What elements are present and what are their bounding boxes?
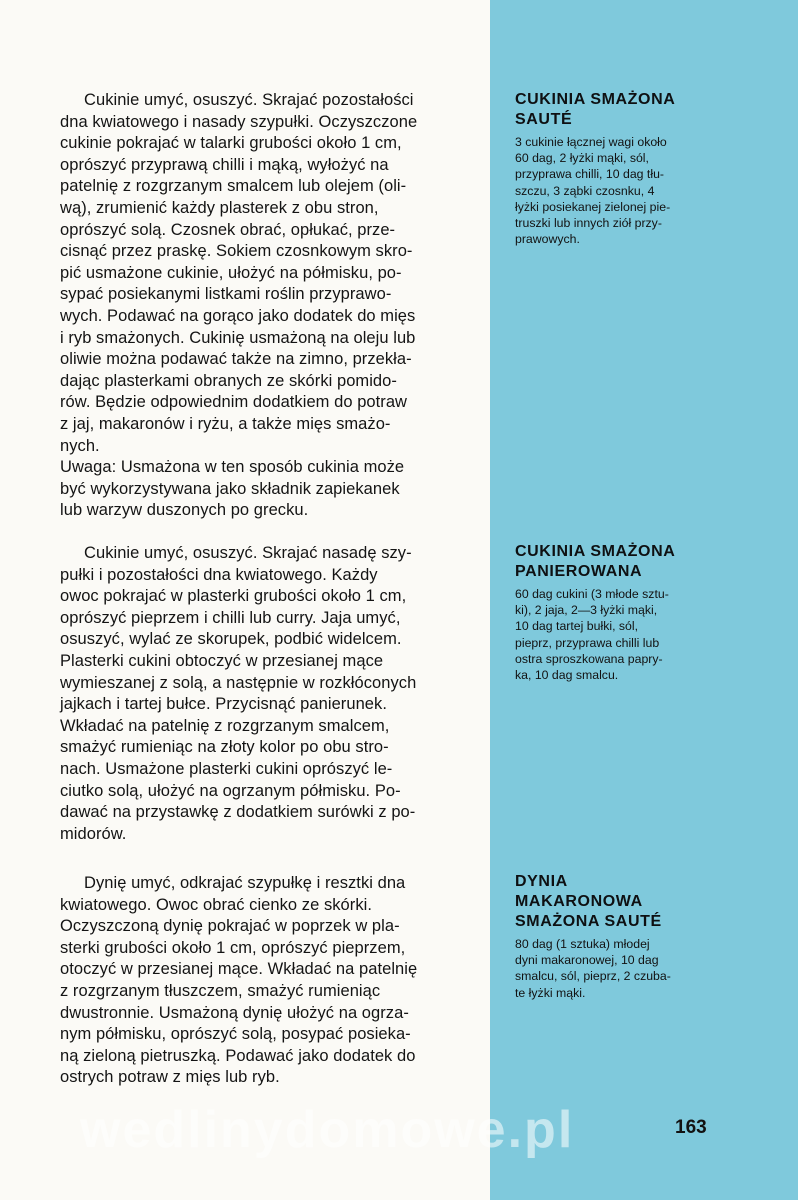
recipe-2-title: CUKINIA SMAŻONA PANIEROWANA bbox=[515, 543, 676, 580]
recipe-2-ingredients: 60 dag cukini (3 młode sztu- ki), 2 jaja, 2—3 łyżki mąki, 10 dag tartej bułki, sól, pieprz, przyprawa chilli lub ostra sproszkowana papry- ka, 10 dag smalcu. bbox=[515, 587, 669, 683]
page-number: 163 bbox=[675, 1117, 707, 1138]
recipe-2-sidebar bbox=[515, 542, 790, 683]
recipe-3-title: DYNIA MAKARONOWA SMAŻONA SAUTÉ bbox=[515, 873, 662, 930]
watermark: wedlinydomowe.pl bbox=[80, 1101, 575, 1159]
recipe-1-instructions: Cukinie umyć, osuszyć. Skrajać pozostałości dna kwiatowego i nasady szypułki. Oczyszczone cukinie pokrajać w talarki grubości około 1 cm, oprószyć przyprawą chilli i mąką, wyłożyć na patelnię z rozgrzanym smalcem lub olejem (oli- wą), zrumienić każdy plasterek z obu stron, oprószyć solą. Czosnek obrać, opłukać, prze- cisnąć przez praskę. Sokiem czosnkowym skro- pić usmażone cukinie, ułożyć na półmisku, po- sypać posiekanymi listkami roślin przyprawo- wych. Podawać na gorąco jako dodatek do mięs i ryb smażonych. Cukinię usmażoną na oleju lub oliwie można podawać także na zimno, przekła- dając plasterkami obranych ze skórki pomido- rów. Będzie odpowiednim dodatkiem do potraw z jaj, makaronów i ryżu, a także mięs smażo- nych. Uwaga: Usmażona w ten sposób cukinia może być wykorzystywana jako składnik zapiekanek lub warzyw duszonych po grecku. bbox=[60, 91, 418, 520]
recipe-3-instructions: Dynię umyć, odkrajać szypułkę i resztki dna kwiatowego. Owoc obrać cienko ze skórki. Oczyszczoną dynię pokrajać w poprzek w pla- sterki grubości około 1 cm, oprószyć pieprzem, otoczyć w przesianej mące. Wkładać na patelnię z rozgrzanym tłuszczem, smażyć rumieniąc dwustronnie. Usmażoną dynię ułożyć na ogrza- nym półmisku, oprószyć solą, posypać posieka- ną zieloną pietruszką. Podawać jako dodatek do ostrych potraw z mięs lub ryb. bbox=[60, 874, 418, 1087]
recipe-3-sidebar bbox=[515, 872, 790, 1001]
recipe-1-ingredients: 3 cukinie łącznej wagi około 60 dag, 2 łyżki mąki, sól, przyprawa chilli, 10 dag tłu- szczu, 3 ząbki czosnku, 4 łyżki posiekanej zielonej pie- truszki lub innych ziół przy- prawowych. bbox=[515, 135, 671, 247]
recipe-1-sidebar bbox=[515, 90, 790, 247]
recipe-1-title: CUKINIA SMAŻONA SAUTÉ bbox=[515, 91, 676, 128]
recipe-3-ingredients: 80 dag (1 sztuka) młodej dyni makaronowej, 10 dag smalcu, sól, pieprz, 2 czuba- te łyżki mąki. bbox=[515, 937, 671, 1000]
recipe-2-instructions: Cukinie umyć, osuszyć. Skrajać nasadę szy- pułki i pozostałości dna kwiatowego. Każdy owoc pokrajać w plasterki grubości około 1 cm, oprószyć pieprzem i chilli lub curry. Jaja umyć, osuszyć, wylać ze skorupek, podbić widelcem. Plasterki cukini obtoczyć w przesianej mące wymieszanej z solą, a następnie w rozkłóconych jajkach i tartej bułce. Przycisnąć panierunek. Wkładać na patelnię z rozgrzanym smalcem, smażyć rumieniąc na złoty kolor po obu stro- nach. Usmażone plasterki cukini oprószyć le- ciutko solą, ułożyć na ogrzanym półmisku. Po- dawać na przystawkę z dodatkiem surówki z po- midorów. bbox=[60, 544, 417, 843]
